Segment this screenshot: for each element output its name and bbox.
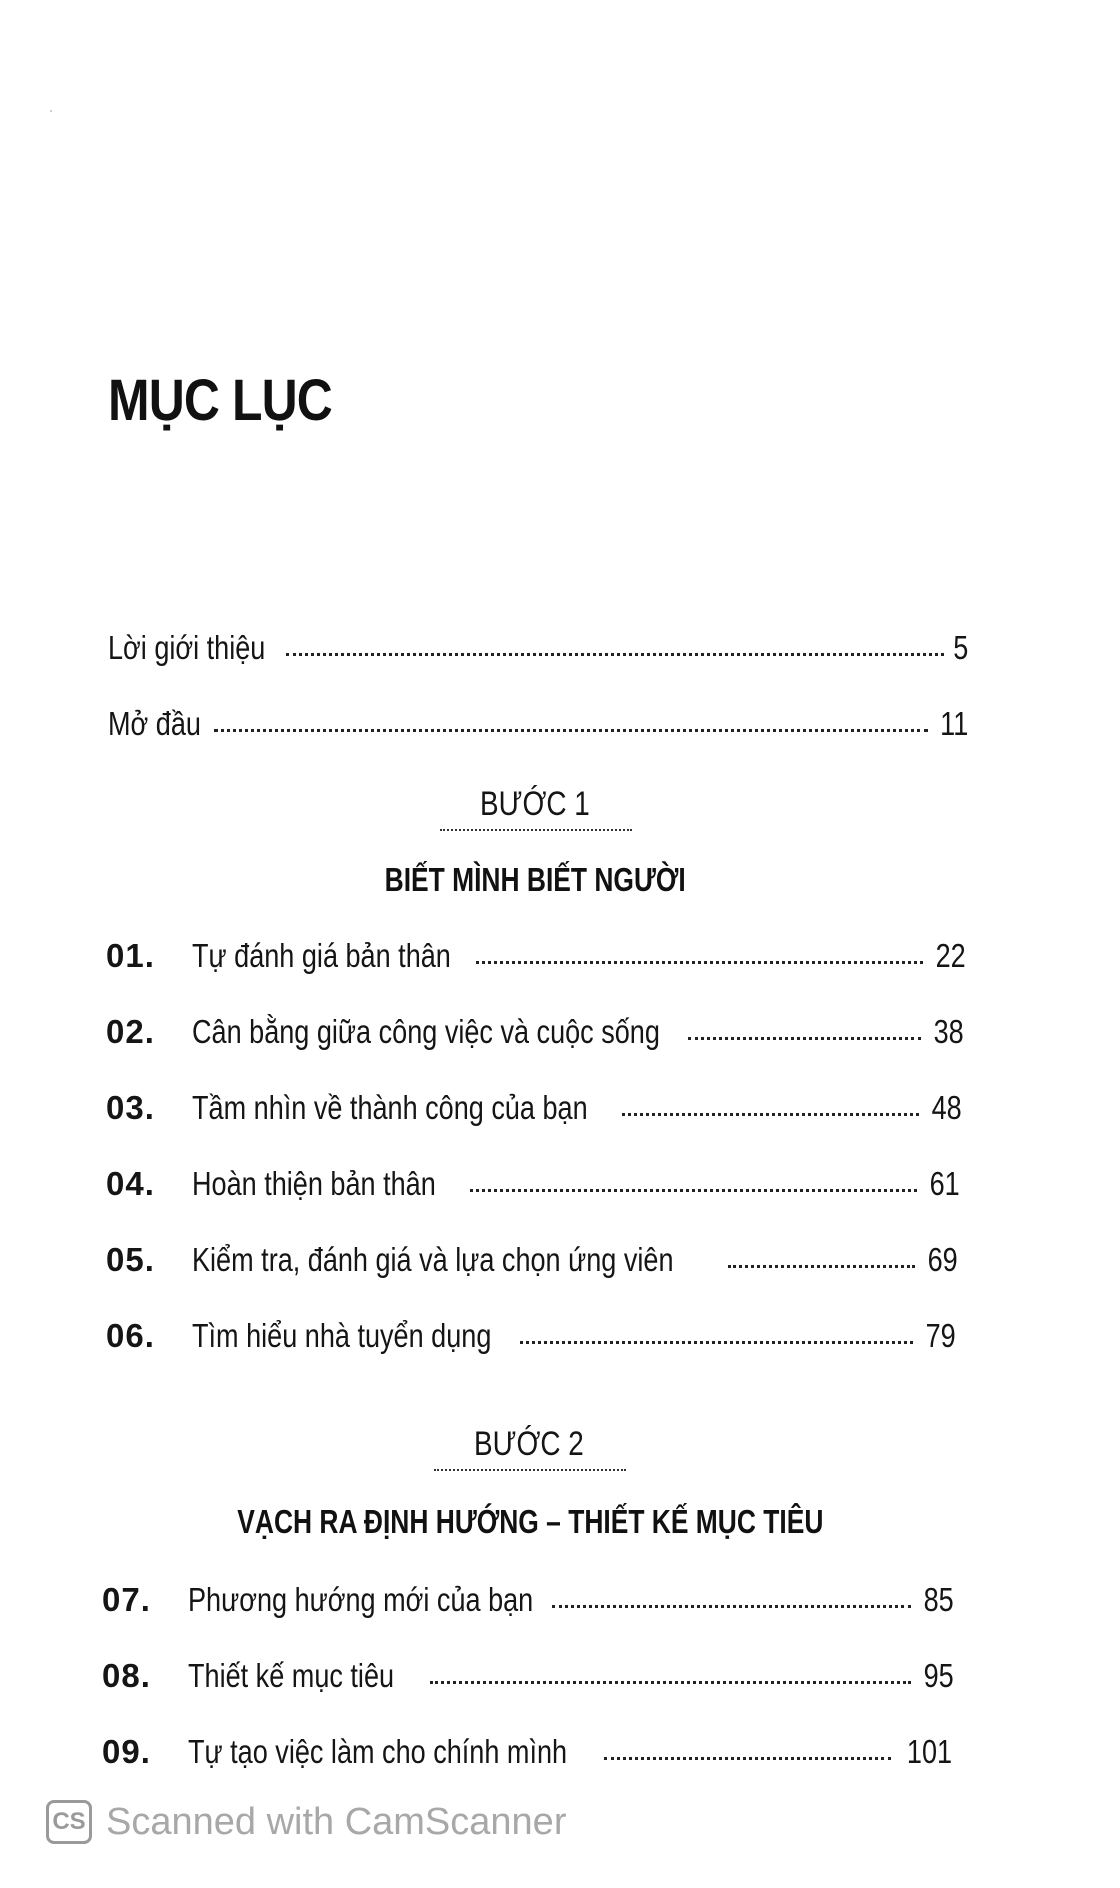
step-underline [440,829,632,831]
toc-entry-page: 48 [931,1089,962,1126]
chapter-number: 01. [106,937,155,974]
scanner-watermark [46,1800,566,1844]
dot-leader [286,653,944,656]
toc-entry-page: 79 [925,1317,956,1354]
toc-entry-chapter-01 [106,936,966,976]
section-title: VẠCH RA ĐỊNH HƯỚNG – THIẾT KẾ MỤC TIÊU [236,1503,824,1540]
step-label: BƯỚC 1 [480,785,590,823]
scan-speck [50,110,52,112]
camscanner-logo-icon: CS [46,1800,92,1844]
step-underline [434,1469,626,1471]
dot-leader [430,1681,911,1684]
toc-entry-chapter-03 [106,1088,962,1128]
step-label: BƯỚC 2 [474,1425,584,1463]
dot-leader [214,729,928,732]
toc-entry-label: Tầm nhìn về thành công của bạn [192,1089,588,1126]
toc-entry-page: 85 [923,1581,954,1618]
dot-leader [728,1265,915,1268]
toc-entry-label: Lời giới thiệu [108,629,266,666]
toc-entry-chapter-09 [102,1732,952,1772]
dot-leader [520,1341,913,1344]
toc-entry-label: Tìm hiểu nhà tuyển dụng [192,1317,492,1354]
chapter-number: 07. [102,1581,151,1618]
chapter-number: 05. [106,1241,155,1278]
toc-entry-page: 11 [939,705,968,742]
toc-entry-label: Phương hướng mới của bạn [188,1581,534,1618]
toc-entry-chapter-05 [106,1240,958,1280]
toc-entry-chapter-07 [102,1580,954,1620]
chapter-number: 02. [106,1013,155,1050]
toc-entry-label: Kiểm tra, đánh giá và lựa chọn ứng viên [192,1241,674,1278]
dot-leader [470,1189,917,1192]
toc-entry-label: Thiết kế mục tiêu [188,1657,395,1694]
toc-entry-chapter-08 [102,1656,954,1696]
toc-entry-chapter-02 [106,1012,964,1052]
dot-leader [476,961,923,964]
chapter-number: 08. [102,1657,151,1694]
toc-entry-label: Hoàn thiện bản thân [192,1165,436,1202]
chapter-number: 04. [106,1165,155,1202]
toc-entry-page: 5 [952,629,968,666]
toc-entry-page: 38 [933,1013,964,1050]
toc-entry-introduction [108,628,968,668]
section-title: BIẾT MÌNH BIẾT NGƯỜI [384,861,686,898]
dot-leader [622,1113,919,1116]
chapter-number: 03. [106,1089,155,1126]
chapter-number: 06. [106,1317,155,1354]
chapter-number: 09. [102,1733,151,1770]
dot-leader [688,1037,921,1040]
dot-leader [552,1605,911,1608]
toc-entry-chapter-04 [106,1164,960,1204]
toc-entry-opening [108,704,968,744]
dot-leader [604,1757,891,1760]
toc-entry-page: 69 [927,1241,958,1278]
toc-entry-page: 61 [929,1165,960,1202]
watermark-text: Scanned with CamScanner [106,1800,567,1843]
toc-entry-label: Tự đánh giá bản thân [192,937,451,974]
toc-entry-page: 101 [906,1733,952,1770]
page-title: MỤC LỤC [108,368,332,433]
toc-entry-page: 22 [935,937,966,974]
toc-entry-label: Cân bằng giữa công việc và cuộc sống [192,1013,660,1050]
toc-entry-page: 95 [923,1657,954,1694]
toc-entry-label: Mở đầu [108,705,201,742]
toc-entry-label: Tự tạo việc làm cho chính mình [188,1733,568,1770]
toc-entry-chapter-06 [106,1316,956,1356]
